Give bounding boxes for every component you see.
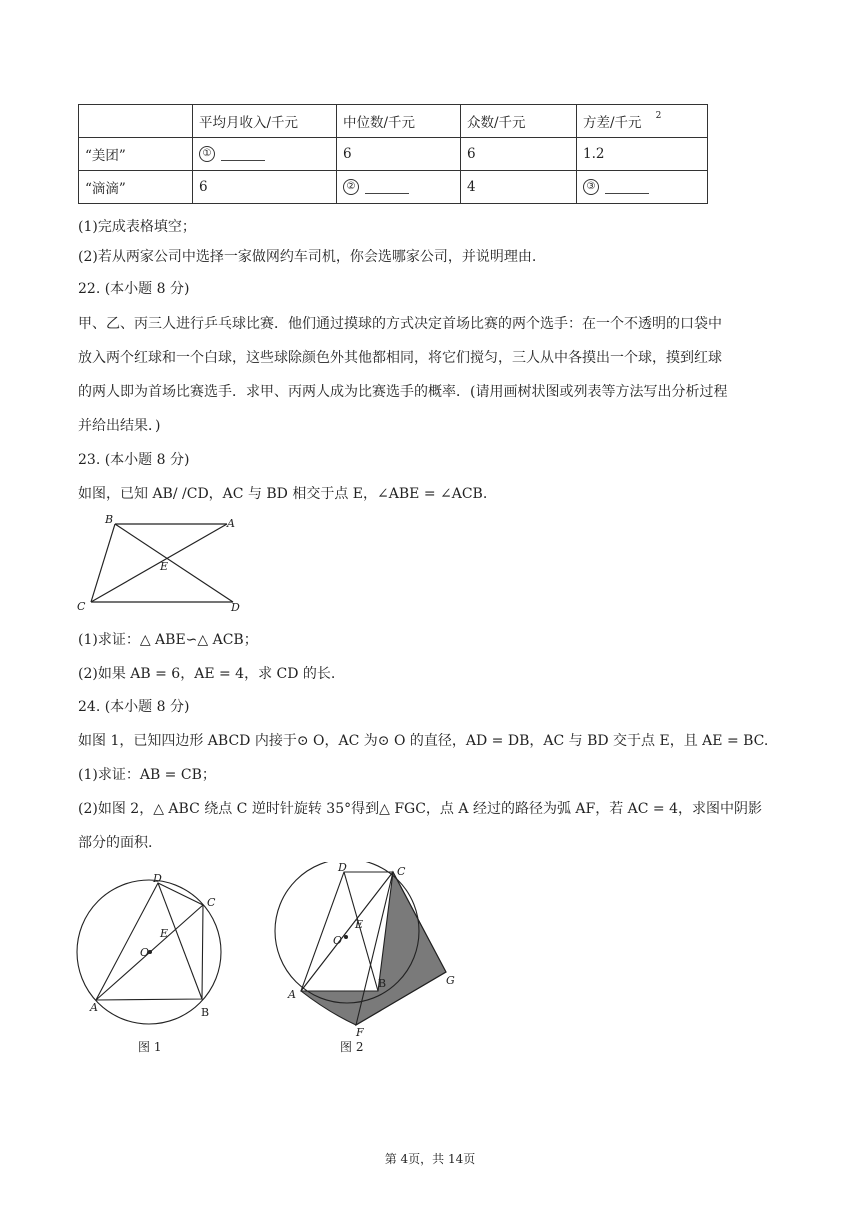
table-row — [79, 138, 708, 171]
row-name-meituan: “美团” — [79, 138, 193, 171]
label-c: C — [77, 600, 86, 613]
cell-blank-1 — [193, 138, 337, 171]
row-name-didi: “滴滴” — [79, 171, 193, 204]
page-footer: 第 4页，共 14页 — [384, 1152, 476, 1166]
cell-median: 6 — [337, 138, 461, 171]
answer-blank — [605, 181, 649, 194]
quadrilateral-abcd — [96, 883, 203, 1000]
cell-variance: 1.2 — [577, 138, 708, 171]
q24-heading: 24. (本小题 8 分) — [78, 699, 190, 715]
center-point-o — [344, 935, 348, 939]
label-e: E — [160, 560, 169, 573]
table-row — [79, 171, 708, 204]
cell-mode: 6 — [461, 138, 577, 171]
table-header-row — [79, 105, 708, 138]
label-f: F — [356, 1026, 364, 1037]
stats-table — [78, 104, 708, 204]
label-a: A — [227, 517, 235, 530]
q24-part2-line2: 部分的面积. — [78, 835, 153, 851]
segment-db — [158, 883, 202, 999]
q24-part2-line1: (2)如图 2，△ ABC 绕点 C 逆时针旋转 35°得到△ FGC，点 A 经过的路径为弧 AF，若 AC = 4，求图中阴影 — [78, 801, 763, 817]
label-c: C — [207, 896, 216, 909]
label-a: A — [288, 988, 296, 1001]
circled-number: ① — [199, 146, 215, 162]
label-o: O — [140, 946, 150, 959]
q23-figure — [70, 510, 260, 620]
q23-heading: 23. (本小题 8 分) — [78, 452, 190, 468]
cell-blank-2 — [337, 171, 461, 204]
q22-text-line: 放入两个红球和一个白球，这些球除颜色外其他都相同，将它们搅匀，三人从中各摸出一个球，摸到红球 — [78, 350, 722, 366]
label-e: E — [355, 918, 364, 931]
q24-figure-1 — [70, 868, 240, 1028]
q23-part2: (2)如果 AB = 6，AE = 4，求 CD 的长. — [78, 666, 336, 682]
q23-part1: (1)求证：△ ABE∽△ ACB； — [78, 632, 258, 648]
label-c: C — [397, 865, 406, 878]
label-a: A — [90, 1001, 98, 1014]
cell-mode: 4 — [461, 171, 577, 204]
q22-heading: 22. (本小题 8 分) — [78, 281, 190, 297]
segment-bd — [115, 524, 233, 602]
q24-stem: 如图 1，已知四边形 ABCD 内接于⊙ O，AC 为⊙ O 的直径，AD = DB，AC 与 BD 交于点 E，且 AE = BC. — [78, 733, 769, 749]
cell-blank-3 — [577, 171, 708, 204]
header-cell-variance: 方差/千元 $^2$ — [577, 105, 708, 138]
circled-number: ③ — [583, 179, 599, 195]
label-d: D — [231, 601, 240, 614]
figure-2-caption: 图 2 — [340, 1040, 364, 1054]
label-b: B — [378, 977, 387, 990]
q21-part1: (1)完成表格填空； — [78, 219, 196, 235]
header-cell-mode: 众数/千元 — [461, 105, 577, 138]
header-cell-empty — [79, 105, 193, 138]
answer-blank — [221, 148, 265, 161]
circled-number: ② — [343, 179, 359, 195]
superscript-2: 2 — [655, 111, 662, 121]
label-d: D — [153, 872, 162, 885]
header-cell-median: 中位数/千元 — [337, 105, 461, 138]
label-e: E — [160, 927, 169, 940]
label-b: B — [105, 513, 114, 526]
label-o: O — [333, 934, 343, 947]
q22-text-line: 的两人即为首场比赛选手．求甲、丙两人成为比赛选手的概率．(请用画树状图或列表等方法写出分析过程 — [78, 384, 728, 400]
header-cell-mean: 平均月收入/千元 — [193, 105, 337, 138]
q24-part1: (1)求证：AB = CB； — [78, 767, 216, 783]
cell-mean: 6 — [193, 171, 337, 204]
label-d: D — [338, 862, 347, 874]
label-b: B — [201, 1006, 210, 1019]
q22-text-line: 甲、乙、丙三人进行乒乓球比赛．他们通过摸球的方式决定首场比赛的两个选手：在一个不透明的口袋中 — [78, 316, 722, 332]
q24-figure-2 — [268, 862, 468, 1037]
q21-part2: (2)若从两家公司中选择一家做网约车司机，你会选哪家公司，并说明理由. — [78, 249, 537, 265]
answer-blank — [365, 181, 409, 194]
q22-text-line: 并给出结果．) — [78, 418, 161, 434]
q23-stem: 如图，已知 AB/ /CD，AC 与 BD 相交于点 E，∠ABE = ∠ACB. — [78, 486, 488, 502]
figure-1-caption: 图 1 — [138, 1040, 162, 1054]
label-g: G — [446, 974, 455, 987]
